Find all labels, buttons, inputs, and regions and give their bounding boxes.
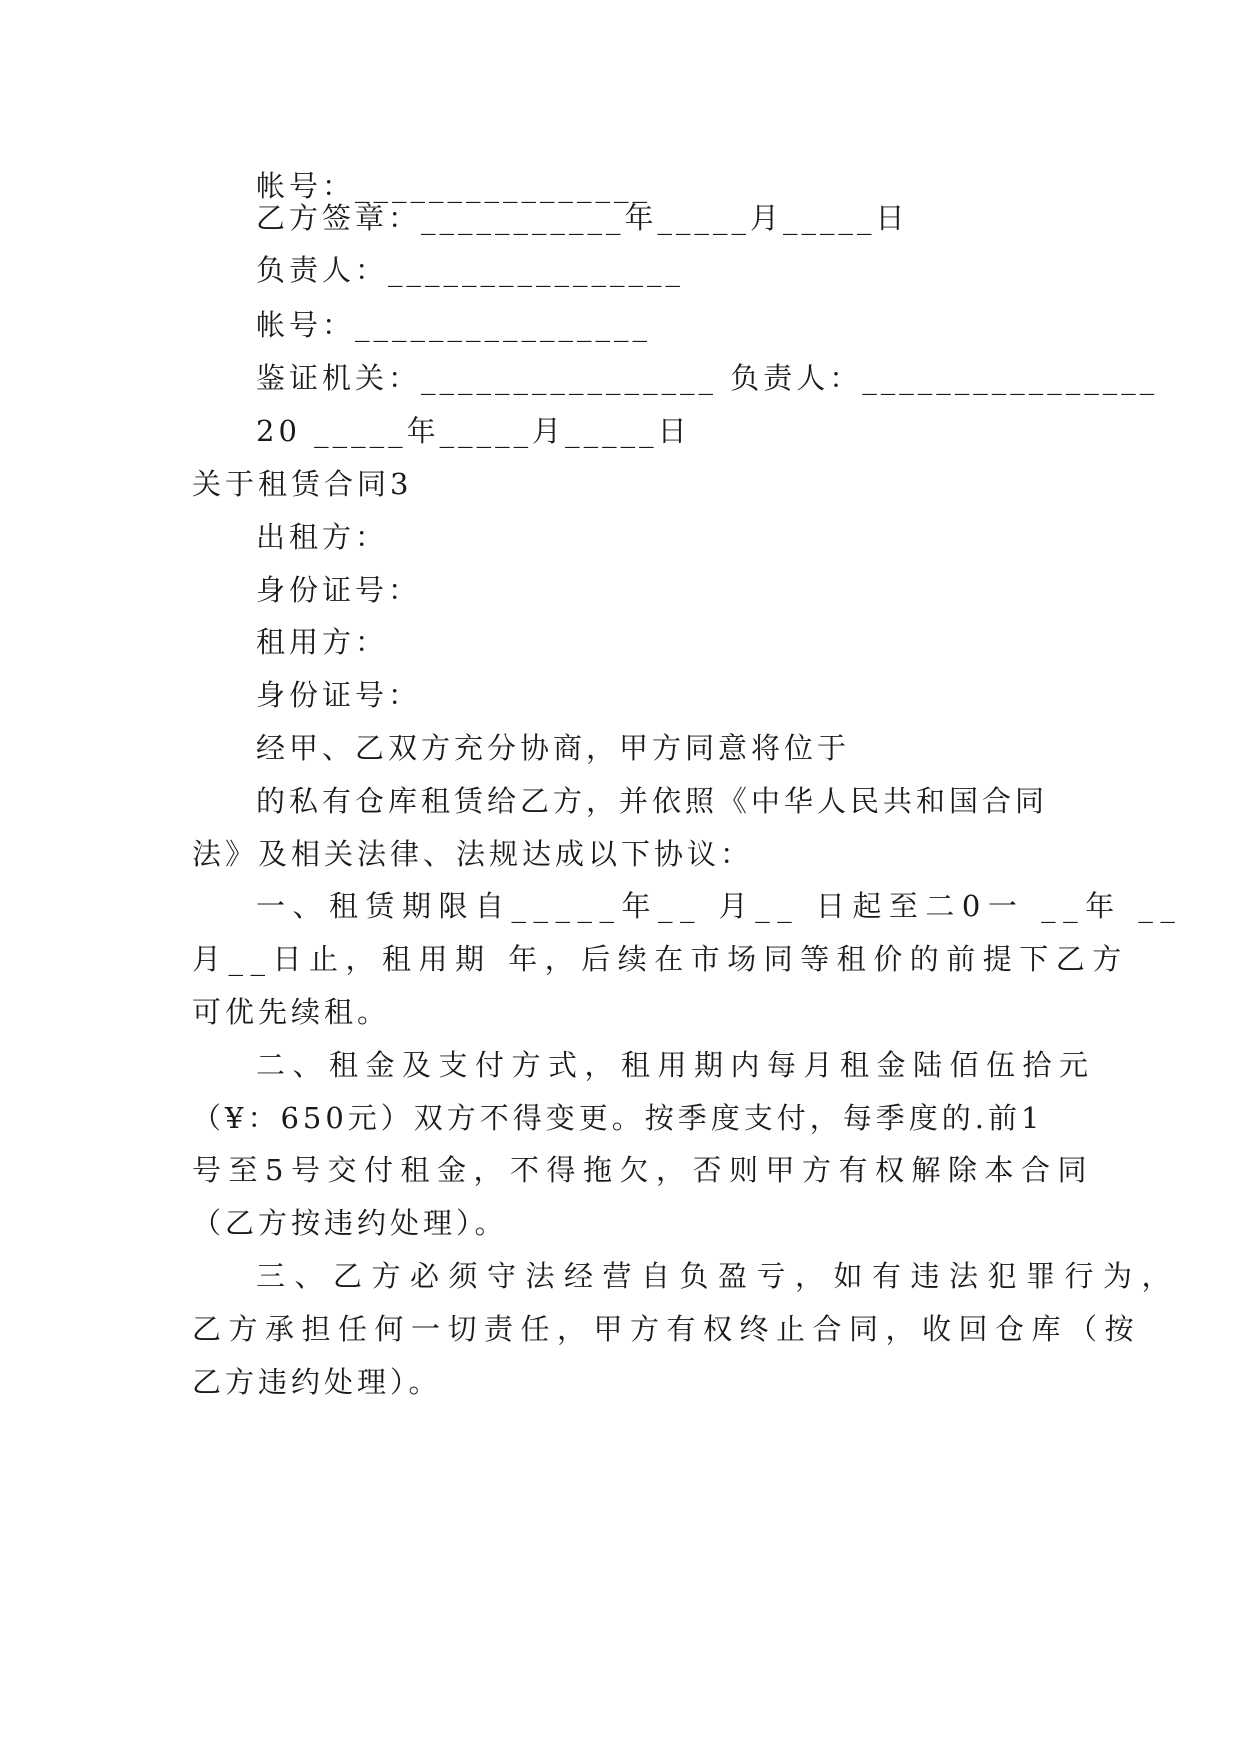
lessor-id-label: 身份证号： (256, 573, 422, 607)
clause-1-line-2: 月__日止，租用期 年，后续在市场同等租价的前提下乙方 (192, 942, 1129, 976)
clause-2-line-4: （乙方按违约处理）。 (192, 1206, 508, 1240)
person-in-charge-line: 负责人：________________ (256, 253, 685, 287)
intro-line-1: 经甲、乙双方充分协商，甲方同意将位于 (256, 731, 851, 765)
clause-3-line-1: 三、乙方必须守法经营自负盈亏，如有违法犯罪行为， (256, 1259, 1181, 1293)
account-line-1: 帐号：________________ (256, 169, 652, 203)
lessee-id-label: 身份证号： (256, 678, 422, 712)
certification-authority-line: 鉴证机关：________________ 负责人：________________ (256, 361, 1159, 395)
intro-line-3: 法》及相关法律、法规达成以下协议： (192, 837, 754, 871)
lessee-label: 租用方： (256, 625, 389, 659)
lessor-label: 出租方： (256, 520, 389, 554)
clause-1-line-3: 可优先续租。 (192, 995, 391, 1029)
date-line: 20 _____年_____月_____日 (256, 414, 691, 448)
party-b-signature-line: 乙方签章：___________年_____月_____日 (256, 201, 909, 235)
clause-2-line-1: 二、租金及支付方式，租用期内每月租金陆佰伍拾元 (256, 1048, 1096, 1082)
clause-2-line-3: 号至5号交付租金，不得拖欠，否则甲方有权解除本合同 (192, 1153, 1094, 1187)
section-title: 关于租赁合同3 (192, 467, 413, 501)
clause-3-line-2: 乙方承担任何一切责任，甲方有权终止合同，收回仓库（按 (192, 1312, 1142, 1346)
clause-1-line-1: 一、租赁期限自_____年__ 月__ 日起至二0一 __年 __ (256, 889, 1183, 923)
account-line-2: 帐号：________________ (256, 308, 652, 342)
clause-3-line-3: 乙方违约处理）。 (192, 1365, 442, 1399)
intro-line-2: 的私有仓库租赁给乙方，并依照《中华人民共和国合同 (256, 784, 1049, 818)
clause-2-line-2: （¥：650元）双方不得变更。按季度支付，每季度的.前1 (192, 1101, 1044, 1135)
